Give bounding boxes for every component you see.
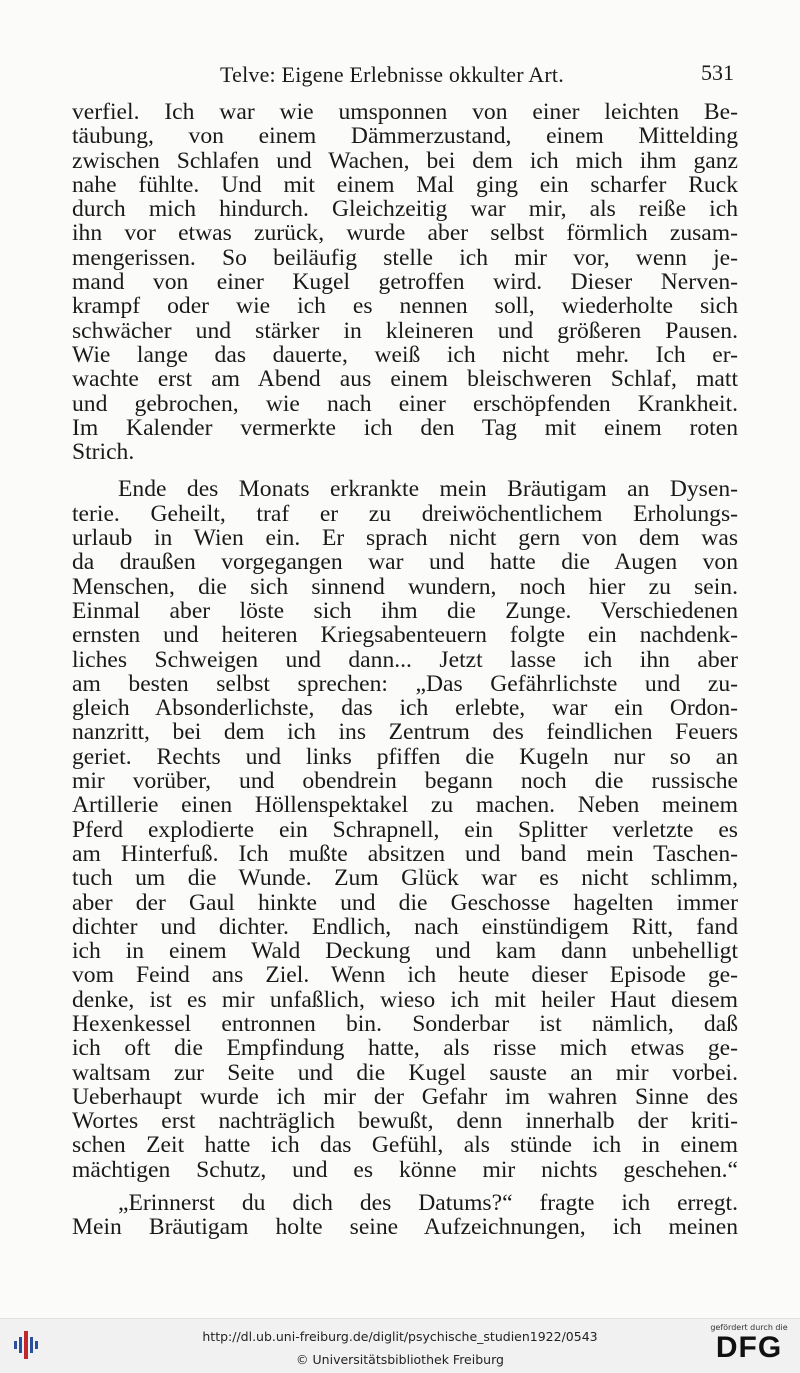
text-line: liches Schweigen und dann... Jetzt lasse ich ihn aber	[72, 647, 738, 672]
text-line: waltsam zur Seite und die Kugel sauste an mir vorbei.	[72, 1060, 738, 1085]
text-line: mächtigen Schutz, und es könne mir nichts geschehen.“	[72, 1157, 738, 1183]
text-line: verfiel. Ich war wie umsponnen von einer leichten Be-	[72, 100, 738, 125]
text-line: terie. Geheilt, traf er zu dreiwöchentlichem Erholungs-	[72, 501, 738, 527]
page-header	[72, 62, 738, 94]
text-line: denke, ist es mir unfaßlich, wieso ich mit heiler Haut diesem	[72, 987, 738, 1012]
text-line: schen Zeit hatte ich das Gefühl, als stünde ich in einem	[72, 1133, 738, 1158]
text-line: am Hinterfuß. Ich mußte absitzen und band mein Taschen-	[72, 841, 738, 867]
text-line: am besten selbst sprechen: „Das Gefährlichste und zu-	[72, 671, 738, 697]
dfg-logo	[706, 1323, 792, 1369]
text-line: Ende des Monats erkrankte mein Bräutigam an Dysen-	[118, 477, 738, 502]
text-line: dichter und dichter. Endlich, nach einstündigem Ritt, fand	[72, 914, 738, 940]
text-line: durch mich hindurch. Gleichzeitig war mir, als reiße ich	[72, 197, 738, 222]
dfg-mark: DFG	[715, 1331, 783, 1364]
text-line: „Erinnerst du dich des Datums?“ fragte ich erregt.	[118, 1191, 738, 1216]
paragraph	[72, 100, 738, 464]
paragraph-gap	[72, 464, 738, 477]
paragraph	[72, 477, 738, 1182]
dfg-caption: gefördert durch die	[710, 1323, 788, 1332]
text-line: tuch um die Wunde. Zum Glück war es nicht schlimm,	[72, 866, 738, 891]
text-line: vom Feind ans Ziel. Wenn ich heute dieser Episode ge-	[72, 963, 738, 988]
copyright-notice: © Universitätsbibliothek Freiburg	[296, 1352, 504, 1367]
text-line: Wie lange das dauerte, weiß ich nicht mehr. Ich er-	[72, 342, 738, 368]
page-number: 531	[701, 60, 734, 85]
text-line: aber der Gaul hinkte und die Geschosse hagelten immer	[72, 890, 738, 915]
viewer-footer	[0, 1318, 800, 1373]
text-line: krampf oder wie ich es nennen soll, wiederholte sich	[72, 294, 738, 319]
text-line: urlaub in Wien ein. Er sprach nicht gern von dem was	[72, 526, 738, 551]
text-line: geriet. Rechts und links pfiffen die Kugeln nur so an	[72, 744, 738, 770]
text-line: da draußen vorgegangen war und hatte die Augen von	[72, 550, 738, 575]
text-line: nahe fühlte. Und mit einem Mal ging ein scharfer Ruck	[72, 172, 738, 198]
text-line: ernsten und heiteren Kriegsabenteuern folgte ein nachdenk-	[72, 623, 738, 648]
text-line: nanzritt, bei dem ich ins Zentrum des feindlichen Feuers	[72, 720, 738, 745]
text-line: und gebrochen, wie nach einer erschöpfenden Krankheit.	[72, 391, 738, 416]
paragraph	[72, 1191, 738, 1240]
text-line: ich oft die Empfindung hatte, als risse mich etwas ge-	[72, 1036, 738, 1061]
text-line: zwischen Schlafen und Wachen, bei dem ich mich ihm ganz	[72, 148, 738, 173]
text-line: täubung, von einem Dämmerzustand, einem Mittelding	[72, 124, 738, 149]
text-line: mir vorüber, und obendrein begann noch die russische	[72, 769, 738, 794]
text-line: ich in einem Wald Deckung und kam dann unbehelligt	[72, 939, 738, 964]
text-line: Pferd explodierte ein Schrapnell, ein Splitter verletzte es	[72, 817, 738, 842]
running-title: Telve: Eigene Erlebnisse okkulter Art.	[220, 62, 564, 87]
text-line: Mein Bräutigam holte seine Aufzeichnungen, ich meinen	[72, 1215, 738, 1240]
text-line: Im Kalender vermerkte ich den Tag mit einem roten	[72, 415, 738, 441]
text-line: Ueberhaupt wurde ich mir der Gefahr im wahren Sinne des	[72, 1084, 738, 1110]
text-line: Strich.	[72, 440, 135, 465]
text-line: mand von einer Kugel getroffen wird. Dieser Nerven-	[72, 270, 738, 295]
text-line: Artillerie einen Höllenspektakel zu machen. Neben meinem	[72, 793, 738, 818]
text-line: Wortes erst nachträglich bewußt, denn innerhalb der kriti-	[72, 1109, 738, 1134]
text-line: Hexenkessel entronnen bin. Sonderbar ist nämlich, daß	[72, 1011, 738, 1037]
text-line: ihn vor etwas zurück, wurde aber selbst förmlich zusam-	[72, 221, 738, 246]
permalink-url[interactable]: http://dl.ub.uni-freiburg.de/diglit/psychische_studien1922/0543	[202, 1329, 598, 1344]
text-line: wachte erst am Abend aus einem bleischweren Schlaf, matt	[72, 367, 738, 392]
text-line: mengerissen. So beiläufig stelle ich mir vor, wenn je-	[72, 245, 738, 271]
text-line: Menschen, die sich sinnend wundern, noch hier zu sein.	[72, 574, 738, 599]
text-line: Einmal aber löste sich ihm die Zunge. Verschiedenen	[72, 598, 738, 624]
body-text	[72, 100, 738, 1240]
text-line: gleich Absonderlichste, das ich erlebte, war ein Ordon-	[72, 696, 738, 721]
paragraph-gap	[72, 1182, 738, 1191]
text-line: schwächer und stärker in kleineren und größeren Pausen.	[72, 318, 738, 343]
